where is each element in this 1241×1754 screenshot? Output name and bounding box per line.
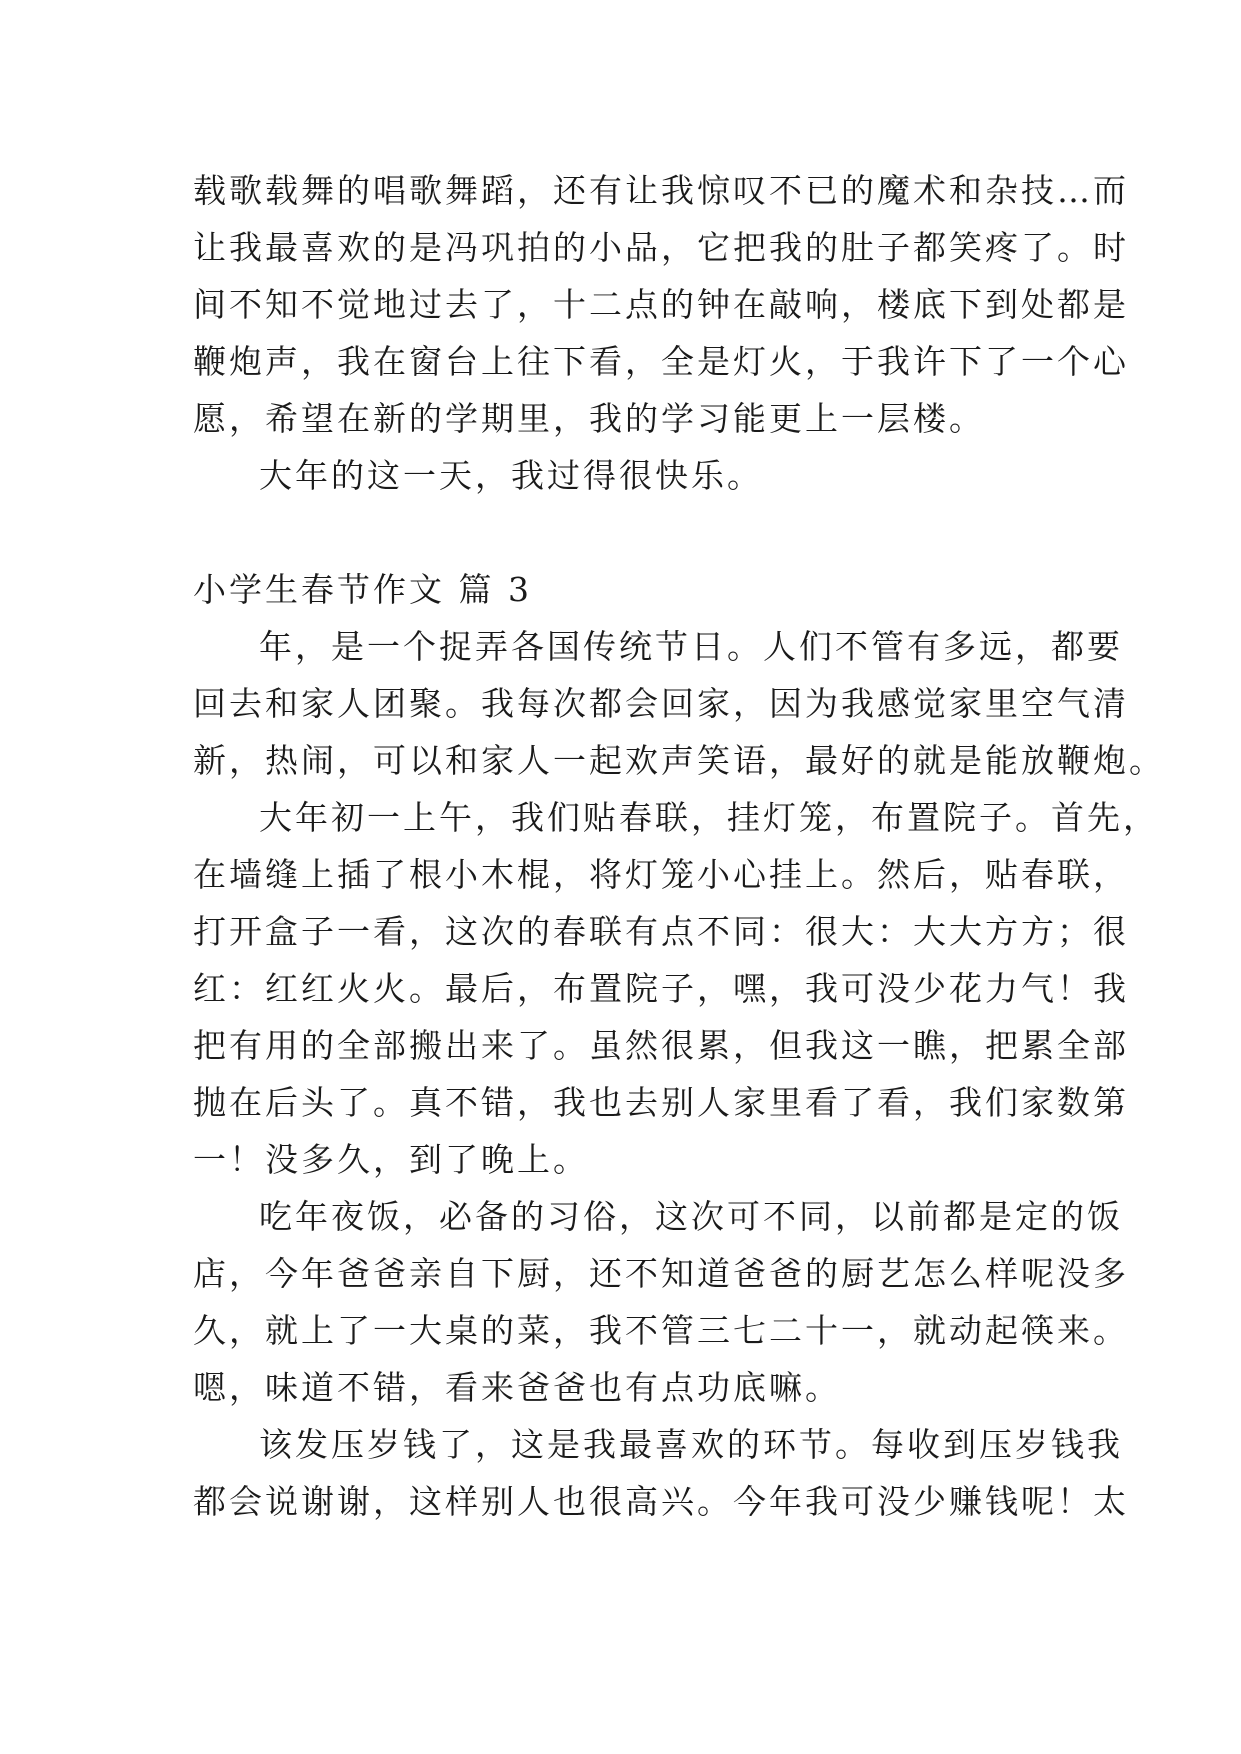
paragraph xyxy=(193,618,1165,789)
text-line: 大年的这一天，我过得很快乐。 xyxy=(259,456,763,495)
paragraph xyxy=(193,162,1129,447)
text-line: 一！没多久，到了晚上。 xyxy=(193,1140,589,1179)
section-gap xyxy=(193,504,1053,561)
text-line: 嗯，味道不错，看来爸爸也有点功底嘛。 xyxy=(193,1368,841,1407)
text-line: 店，今年爸爸亲自下厨，还不知道爸爸的厨艺怎么样呢没多 xyxy=(193,1254,1129,1293)
text-line: 让我最喜欢的是冯巩拍的小品，它把我的肚子都笑疼了。时 xyxy=(193,228,1129,267)
text-line: 鞭炮声，我在窗台上往下看，全是灯火，于我许下了一个心 xyxy=(193,342,1129,381)
text-line: 吃年夜饭，必备的习俗，这次可不同，以前都是定的饭 xyxy=(259,1197,1123,1236)
text-line: 载歌载舞的唱歌舞蹈，还有让我惊叹不已的魔术和杂技…而 xyxy=(193,171,1129,210)
text-line: 都会说谢谢，这样别人也很高兴。今年我可没少赚钱呢！太 xyxy=(193,1482,1129,1521)
text-line: 年，是一个捉弄各国传统节日。人们不管有多远，都要 xyxy=(259,627,1123,666)
text-line: 抛在后头了。真不错，我也去别人家里看了看，我们家数第 xyxy=(193,1083,1129,1122)
text-line: 愿，希望在新的学期里，我的学习能更上一层楼。 xyxy=(193,399,985,438)
document-page xyxy=(193,162,1165,1530)
paragraph xyxy=(193,447,1053,504)
paragraph xyxy=(193,1416,1129,1530)
text-line: 红：红红火火。最后，布置院子，嘿，我可没少花力气！我 xyxy=(193,969,1129,1008)
text-line: 该发压岁钱了，这是我最喜欢的环节。每收到压岁钱我 xyxy=(259,1425,1123,1464)
paragraph xyxy=(193,1188,1129,1416)
text-line: 大年初一上午，我们贴春联，挂灯笼，布置院子。首先， xyxy=(259,798,1159,837)
text-line: 久，就上了一大桌的菜，我不管三七二十一，就动起筷来。 xyxy=(193,1311,1129,1350)
text-line: 间不知不觉地过去了，十二点的钟在敲响，楼底下到处都是 xyxy=(193,285,1129,324)
text-line: 回去和家人团聚。我每次都会回家，因为我感觉家里空气清 xyxy=(193,684,1129,723)
text-line: 把有用的全部搬出来了。虽然很累，但我这一瞧，把累全部 xyxy=(193,1026,1129,1065)
text-line: 在墙缝上插了根小木棍，将灯笼小心挂上。然后，贴春联， xyxy=(193,855,1129,894)
text-line: 新，热闹，可以和家人一起欢声笑语，最好的就是能放鞭炮。 xyxy=(193,741,1165,780)
section-heading: 小学生春节作文 篇 3 xyxy=(193,570,532,609)
paragraph xyxy=(193,789,1159,1188)
text-line: 打开盒子一看，这次的春联有点不同：很大：大大方方；很 xyxy=(193,912,1129,951)
